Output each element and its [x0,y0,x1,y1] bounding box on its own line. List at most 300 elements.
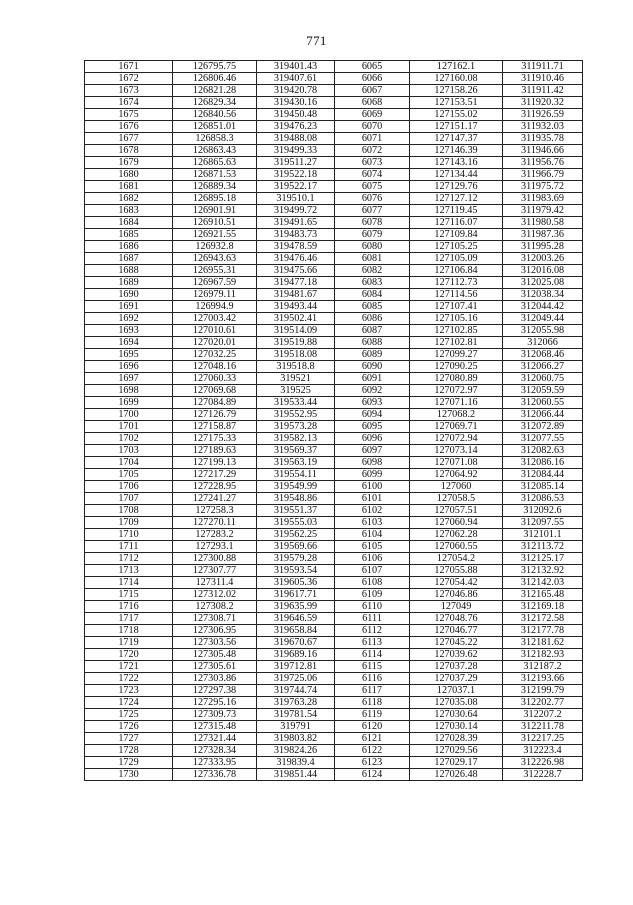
x-coordinate-left-cell: 126943.63 [173,253,257,265]
point-number-right-cell: 6100 [335,481,410,493]
point-number-left-cell: 1726 [85,721,173,733]
y-coordinate-right-cell: 312226.98 [503,757,583,769]
x-coordinate-left-cell: 127321.44 [173,733,257,745]
x-coordinate-left-cell: 127305.61 [173,661,257,673]
y-coordinate-right-cell: 311956.76 [503,157,583,169]
y-coordinate-left-cell: 319493.44 [257,301,335,313]
coordinates-table-body [85,61,583,781]
point-number-left-cell: 1689 [85,277,173,289]
y-coordinate-right-cell: 312228.7 [503,769,583,781]
y-coordinate-left-cell: 319646.59 [257,613,335,625]
x-coordinate-left-cell: 126840.56 [173,109,257,121]
point-number-right-cell: 6084 [335,289,410,301]
y-coordinate-right-cell: 312172.58 [503,613,583,625]
x-coordinate-right-cell: 127102.85 [410,325,503,337]
x-coordinate-left-cell: 127311.4 [173,577,257,589]
table-row [85,409,583,421]
table-row [85,721,583,733]
x-coordinate-right-cell: 127071.16 [410,397,503,409]
point-number-right-cell: 6107 [335,565,410,577]
y-coordinate-right-cell: 312025.08 [503,277,583,289]
y-coordinate-left-cell: 319839.4 [257,757,335,769]
y-coordinate-right-cell: 312101.1 [503,529,583,541]
x-coordinate-right-cell: 127060 [410,481,503,493]
table-row [85,121,583,133]
x-coordinate-right-cell: 127058.5 [410,493,503,505]
y-coordinate-right-cell: 312066 [503,337,583,349]
x-coordinate-right-cell: 127099.27 [410,349,503,361]
table-row [85,457,583,469]
table-row [85,589,583,601]
y-coordinate-right-cell: 311910.46 [503,73,583,85]
point-number-right-cell: 6105 [335,541,410,553]
table-row [85,445,583,457]
x-coordinate-right-cell: 127029.56 [410,745,503,757]
x-coordinate-left-cell: 126921.55 [173,229,257,241]
table-row [85,349,583,361]
x-coordinate-left-cell: 127241.27 [173,493,257,505]
x-coordinate-right-cell: 127068.2 [410,409,503,421]
y-coordinate-right-cell: 312066.27 [503,361,583,373]
y-coordinate-left-cell: 319450.48 [257,109,335,121]
x-coordinate-right-cell: 127054.42 [410,577,503,589]
x-coordinate-right-cell: 127107.41 [410,301,503,313]
y-coordinate-right-cell: 311980.58 [503,217,583,229]
x-coordinate-left-cell: 126955.31 [173,265,257,277]
y-coordinate-left-cell: 319803.82 [257,733,335,745]
point-number-left-cell: 1730 [85,769,173,781]
x-coordinate-right-cell: 127153.51 [410,97,503,109]
point-number-right-cell: 6074 [335,169,410,181]
y-coordinate-left-cell: 319712.81 [257,661,335,673]
x-coordinate-left-cell: 127048.16 [173,361,257,373]
x-coordinate-right-cell: 127071.08 [410,457,503,469]
x-coordinate-right-cell: 127146.39 [410,145,503,157]
x-coordinate-right-cell: 127049 [410,601,503,613]
y-coordinate-right-cell: 312016.08 [503,265,583,277]
x-coordinate-right-cell: 127030.14 [410,721,503,733]
y-coordinate-right-cell: 312125.17 [503,553,583,565]
point-number-left-cell: 1693 [85,325,173,337]
x-coordinate-right-cell: 127064.92 [410,469,503,481]
point-number-right-cell: 6076 [335,193,410,205]
y-coordinate-right-cell: 312077.55 [503,433,583,445]
y-coordinate-left-cell: 319554.11 [257,469,335,481]
table-row [85,181,583,193]
coordinates-table [84,60,583,781]
point-number-left-cell: 1717 [85,613,173,625]
y-coordinate-left-cell: 319744.74 [257,685,335,697]
x-coordinate-left-cell: 127032.25 [173,349,257,361]
table-row [85,109,583,121]
point-number-left-cell: 1718 [85,625,173,637]
x-coordinate-left-cell: 126829.34 [173,97,257,109]
x-coordinate-left-cell: 127303.56 [173,637,257,649]
x-coordinate-right-cell: 127155.02 [410,109,503,121]
point-number-left-cell: 1684 [85,217,173,229]
x-coordinate-left-cell: 127270.11 [173,517,257,529]
point-number-right-cell: 6077 [335,205,410,217]
table-row [85,145,583,157]
x-coordinate-left-cell: 127315.48 [173,721,257,733]
x-coordinate-left-cell: 127003.42 [173,313,257,325]
x-coordinate-left-cell: 127258.3 [173,505,257,517]
point-number-right-cell: 6085 [335,301,410,313]
x-coordinate-right-cell: 127028.39 [410,733,503,745]
y-coordinate-left-cell: 319569.37 [257,445,335,457]
table-row [85,301,583,313]
point-number-right-cell: 6071 [335,133,410,145]
point-number-left-cell: 1671 [85,61,173,73]
y-coordinate-left-cell: 319533.44 [257,397,335,409]
point-number-left-cell: 1683 [85,205,173,217]
table-row [85,613,583,625]
table-row [85,745,583,757]
point-number-left-cell: 1679 [85,157,173,169]
y-coordinate-left-cell: 319562.25 [257,529,335,541]
point-number-left-cell: 1676 [85,121,173,133]
x-coordinate-right-cell: 127151.17 [410,121,503,133]
table-row [85,529,583,541]
x-coordinate-right-cell: 127072.97 [410,385,503,397]
point-number-right-cell: 6092 [335,385,410,397]
x-coordinate-right-cell: 127105.16 [410,313,503,325]
point-number-right-cell: 6118 [335,697,410,709]
point-number-right-cell: 6086 [335,313,410,325]
x-coordinate-right-cell: 127119.45 [410,205,503,217]
x-coordinate-right-cell: 127116.07 [410,217,503,229]
x-coordinate-left-cell: 126967.59 [173,277,257,289]
point-number-right-cell: 6108 [335,577,410,589]
y-coordinate-right-cell: 312086.16 [503,457,583,469]
point-number-left-cell: 1723 [85,685,173,697]
point-number-right-cell: 6090 [335,361,410,373]
point-number-right-cell: 6121 [335,733,410,745]
point-number-left-cell: 1680 [85,169,173,181]
x-coordinate-right-cell: 127060.55 [410,541,503,553]
point-number-left-cell: 1674 [85,97,173,109]
table-row [85,769,583,781]
x-coordinate-right-cell: 127060.94 [410,517,503,529]
point-number-left-cell: 1722 [85,673,173,685]
table-row [85,361,583,373]
y-coordinate-left-cell: 319491.65 [257,217,335,229]
table-row [85,565,583,577]
y-coordinate-right-cell: 312038.34 [503,289,583,301]
y-coordinate-left-cell: 319481.67 [257,289,335,301]
y-coordinate-right-cell: 312223.4 [503,745,583,757]
point-number-right-cell: 6091 [335,373,410,385]
point-number-left-cell: 1691 [85,301,173,313]
y-coordinate-right-cell: 312060.55 [503,397,583,409]
table-row [85,505,583,517]
table-row [85,97,583,109]
point-number-right-cell: 6120 [335,721,410,733]
table-row [85,673,583,685]
y-coordinate-left-cell: 319617.71 [257,589,335,601]
point-number-left-cell: 1675 [85,109,173,121]
table-row [85,277,583,289]
point-number-right-cell: 6115 [335,661,410,673]
x-coordinate-right-cell: 127072.94 [410,433,503,445]
x-coordinate-right-cell: 127109.84 [410,229,503,241]
y-coordinate-left-cell: 319521 [257,373,335,385]
point-number-left-cell: 1725 [85,709,173,721]
point-number-right-cell: 6106 [335,553,410,565]
table-row [85,265,583,277]
point-number-right-cell: 6112 [335,625,410,637]
y-coordinate-left-cell: 319522.17 [257,181,335,193]
y-coordinate-left-cell: 319551.37 [257,505,335,517]
point-number-right-cell: 6104 [335,529,410,541]
point-number-left-cell: 1696 [85,361,173,373]
table-row [85,397,583,409]
y-coordinate-right-cell: 311911.71 [503,61,583,73]
x-coordinate-left-cell: 127305.48 [173,649,257,661]
table-row [85,625,583,637]
point-number-right-cell: 6075 [335,181,410,193]
y-coordinate-left-cell: 319549.99 [257,481,335,493]
point-number-right-cell: 6103 [335,517,410,529]
y-coordinate-left-cell: 319563.19 [257,457,335,469]
y-coordinate-right-cell: 312202.77 [503,697,583,709]
y-coordinate-left-cell: 319407.61 [257,73,335,85]
y-coordinate-right-cell: 312097.55 [503,517,583,529]
x-coordinate-left-cell: 127069.68 [173,385,257,397]
point-number-right-cell: 6065 [335,61,410,73]
x-coordinate-right-cell: 127057.51 [410,505,503,517]
y-coordinate-right-cell: 312217.25 [503,733,583,745]
table-row [85,133,583,145]
y-coordinate-right-cell: 311983.69 [503,193,583,205]
y-coordinate-right-cell: 312085.14 [503,481,583,493]
y-coordinate-right-cell: 312092.6 [503,505,583,517]
x-coordinate-left-cell: 127312.02 [173,589,257,601]
x-coordinate-right-cell: 127160.08 [410,73,503,85]
point-number-right-cell: 6097 [335,445,410,457]
y-coordinate-right-cell: 312059.59 [503,385,583,397]
x-coordinate-right-cell: 127158.26 [410,85,503,97]
point-number-left-cell: 1686 [85,241,173,253]
x-coordinate-right-cell: 127037.28 [410,661,503,673]
x-coordinate-left-cell: 126895.18 [173,193,257,205]
point-number-right-cell: 6110 [335,601,410,613]
x-coordinate-right-cell: 127046.86 [410,589,503,601]
y-coordinate-left-cell: 319824.26 [257,745,335,757]
point-number-left-cell: 1719 [85,637,173,649]
point-number-right-cell: 6113 [335,637,410,649]
y-coordinate-right-cell: 312132.92 [503,565,583,577]
x-coordinate-right-cell: 127129.76 [410,181,503,193]
y-coordinate-right-cell: 311979.42 [503,205,583,217]
x-coordinate-right-cell: 127062.28 [410,529,503,541]
table-row [85,169,583,181]
y-coordinate-right-cell: 311946.66 [503,145,583,157]
point-number-left-cell: 1724 [85,697,173,709]
x-coordinate-left-cell: 126901.91 [173,205,257,217]
point-number-left-cell: 1698 [85,385,173,397]
point-number-left-cell: 1695 [85,349,173,361]
point-number-right-cell: 6068 [335,97,410,109]
y-coordinate-left-cell: 319514.09 [257,325,335,337]
point-number-left-cell: 1716 [85,601,173,613]
y-coordinate-right-cell: 311926.59 [503,109,583,121]
y-coordinate-left-cell: 319658.84 [257,625,335,637]
table-row [85,649,583,661]
x-coordinate-left-cell: 127300.88 [173,553,257,565]
point-number-right-cell: 6111 [335,613,410,625]
y-coordinate-right-cell: 312181.62 [503,637,583,649]
point-number-left-cell: 1673 [85,85,173,97]
x-coordinate-left-cell: 127303.86 [173,673,257,685]
x-coordinate-left-cell: 127189.63 [173,445,257,457]
table-row [85,241,583,253]
x-coordinate-left-cell: 127060.33 [173,373,257,385]
point-number-right-cell: 6119 [335,709,410,721]
point-number-right-cell: 6093 [335,397,410,409]
x-coordinate-left-cell: 127175.33 [173,433,257,445]
point-number-left-cell: 1678 [85,145,173,157]
y-coordinate-left-cell: 319573.28 [257,421,335,433]
y-coordinate-left-cell: 319502.41 [257,313,335,325]
y-coordinate-left-cell: 319430.16 [257,97,335,109]
y-coordinate-left-cell: 319476.46 [257,253,335,265]
y-coordinate-left-cell: 319510.1 [257,193,335,205]
y-coordinate-right-cell: 311935.78 [503,133,583,145]
x-coordinate-right-cell: 127143.16 [410,157,503,169]
y-coordinate-left-cell: 319522.18 [257,169,335,181]
x-coordinate-left-cell: 126871.53 [173,169,257,181]
y-coordinate-right-cell: 312049.44 [503,313,583,325]
y-coordinate-right-cell: 312207.2 [503,709,583,721]
x-coordinate-left-cell: 127307.77 [173,565,257,577]
table-row [85,73,583,85]
x-coordinate-right-cell: 127134.44 [410,169,503,181]
y-coordinate-right-cell: 312187.2 [503,661,583,673]
point-number-left-cell: 1721 [85,661,173,673]
y-coordinate-left-cell: 319552.95 [257,409,335,421]
x-coordinate-right-cell: 127102.81 [410,337,503,349]
x-coordinate-right-cell: 127037.29 [410,673,503,685]
table-row [85,493,583,505]
table-row [85,553,583,565]
y-coordinate-left-cell: 319511.27 [257,157,335,169]
y-coordinate-right-cell: 312169.18 [503,601,583,613]
y-coordinate-right-cell: 312177.78 [503,625,583,637]
point-number-right-cell: 6081 [335,253,410,265]
point-number-left-cell: 1704 [85,457,173,469]
x-coordinate-left-cell: 126910.51 [173,217,257,229]
x-coordinate-left-cell: 126806.46 [173,73,257,85]
point-number-right-cell: 6095 [335,421,410,433]
x-coordinate-left-cell: 127293.1 [173,541,257,553]
y-coordinate-left-cell: 319499.33 [257,145,335,157]
x-coordinate-right-cell: 127055.88 [410,565,503,577]
point-number-left-cell: 1708 [85,505,173,517]
y-coordinate-left-cell: 319791 [257,721,335,733]
y-coordinate-left-cell: 319483.73 [257,229,335,241]
point-number-right-cell: 6099 [335,469,410,481]
point-number-left-cell: 1720 [85,649,173,661]
point-number-left-cell: 1715 [85,589,173,601]
x-coordinate-left-cell: 126795.75 [173,61,257,73]
x-coordinate-right-cell: 127080.89 [410,373,503,385]
y-coordinate-left-cell: 319525 [257,385,335,397]
x-coordinate-right-cell: 127147.37 [410,133,503,145]
x-coordinate-right-cell: 127105.25 [410,241,503,253]
point-number-left-cell: 1702 [85,433,173,445]
y-coordinate-right-cell: 311995.28 [503,241,583,253]
x-coordinate-left-cell: 127228.95 [173,481,257,493]
y-coordinate-left-cell: 319851.44 [257,769,335,781]
point-number-right-cell: 6087 [335,325,410,337]
y-coordinate-right-cell: 311975.72 [503,181,583,193]
y-coordinate-left-cell: 319763.28 [257,697,335,709]
x-coordinate-right-cell: 127112.73 [410,277,503,289]
table-row [85,481,583,493]
x-coordinate-left-cell: 127295.16 [173,697,257,709]
x-coordinate-left-cell: 126858.3 [173,133,257,145]
y-coordinate-right-cell: 312003.26 [503,253,583,265]
x-coordinate-left-cell: 127297.38 [173,685,257,697]
point-number-right-cell: 6117 [335,685,410,697]
y-coordinate-left-cell: 319781.54 [257,709,335,721]
y-coordinate-left-cell: 319420.78 [257,85,335,97]
x-coordinate-right-cell: 127106.84 [410,265,503,277]
y-coordinate-left-cell: 319605.36 [257,577,335,589]
x-coordinate-left-cell: 127010.61 [173,325,257,337]
point-number-left-cell: 1690 [85,289,173,301]
x-coordinate-left-cell: 126863.43 [173,145,257,157]
table-row [85,229,583,241]
point-number-right-cell: 6073 [335,157,410,169]
x-coordinate-left-cell: 127283.2 [173,529,257,541]
table-row [85,421,583,433]
x-coordinate-left-cell: 127308.2 [173,601,257,613]
table-row [85,661,583,673]
x-coordinate-left-cell: 127333.95 [173,757,257,769]
x-coordinate-right-cell: 127030.64 [410,709,503,721]
y-coordinate-right-cell: 312113.72 [503,541,583,553]
x-coordinate-left-cell: 127306.95 [173,625,257,637]
point-number-left-cell: 1701 [85,421,173,433]
x-coordinate-left-cell: 127217.29 [173,469,257,481]
y-coordinate-left-cell: 319569.66 [257,541,335,553]
y-coordinate-left-cell: 319579.28 [257,553,335,565]
y-coordinate-left-cell: 319401.43 [257,61,335,73]
table-row [85,253,583,265]
y-coordinate-right-cell: 311987.36 [503,229,583,241]
point-number-left-cell: 1713 [85,565,173,577]
y-coordinate-right-cell: 311932.03 [503,121,583,133]
y-coordinate-right-cell: 311920.32 [503,97,583,109]
x-coordinate-left-cell: 127020.01 [173,337,257,349]
y-coordinate-right-cell: 312082.63 [503,445,583,457]
table-row [85,577,583,589]
point-number-left-cell: 1682 [85,193,173,205]
point-number-right-cell: 6080 [335,241,410,253]
y-coordinate-left-cell: 319499.72 [257,205,335,217]
point-number-left-cell: 1714 [85,577,173,589]
point-number-left-cell: 1727 [85,733,173,745]
table-row [85,385,583,397]
x-coordinate-left-cell: 126865.63 [173,157,257,169]
point-number-left-cell: 1672 [85,73,173,85]
point-number-right-cell: 6079 [335,229,410,241]
point-number-right-cell: 6066 [335,73,410,85]
y-coordinate-right-cell: 312199.79 [503,685,583,697]
x-coordinate-left-cell: 127084.89 [173,397,257,409]
